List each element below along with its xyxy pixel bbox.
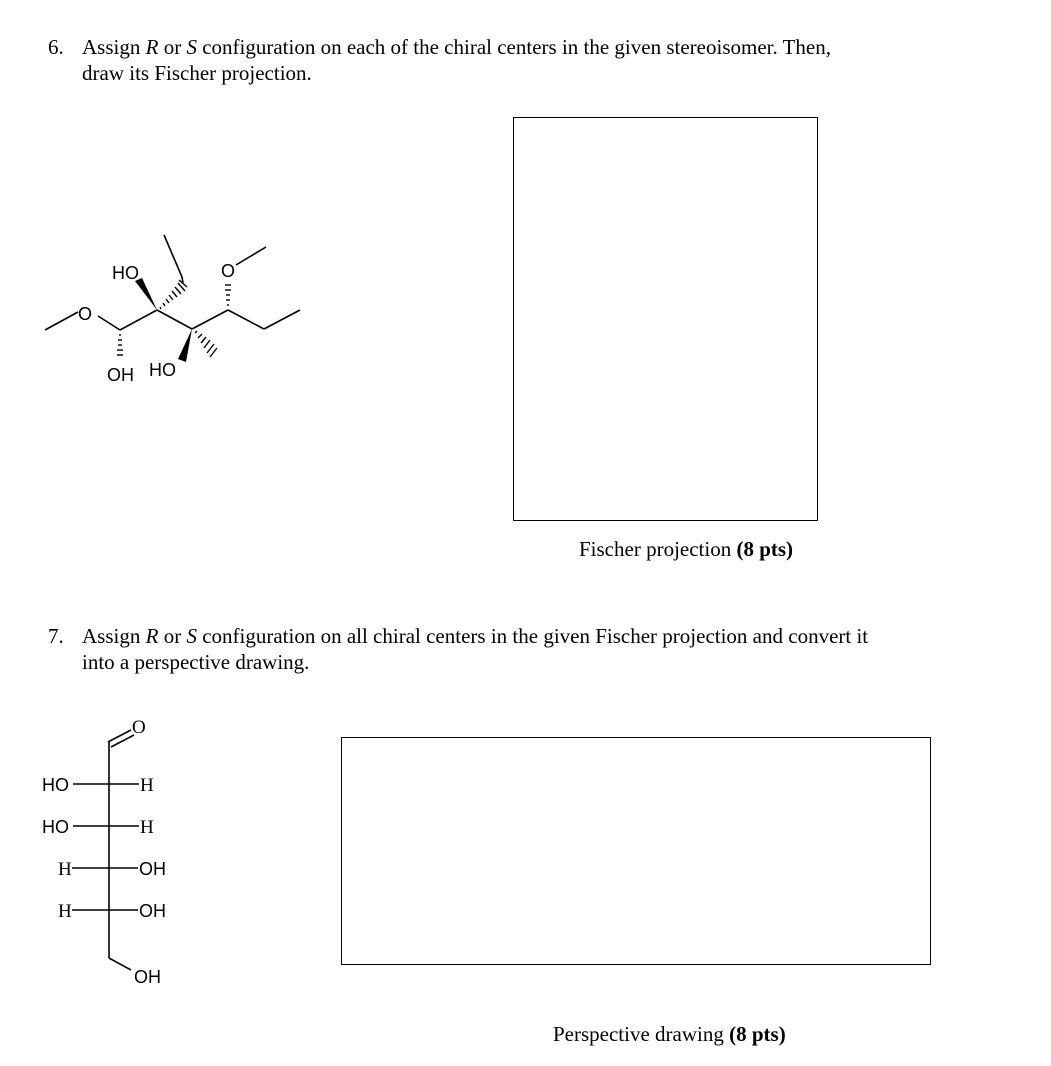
question-number: 7. [48, 624, 64, 648]
hashed-bond [160, 280, 187, 309]
row1-right: H [140, 775, 154, 796]
question-text-line2: draw its Fischer projection. [82, 61, 312, 85]
question-6 [48, 35, 1008, 95]
o-label: O [78, 304, 93, 324]
question-text-line1: Assign R or S configuration on all chiral centers in the given Fischer projection and convert it [82, 624, 869, 648]
aldehyde-o-label: O [132, 717, 146, 738]
wedge-bond [178, 329, 192, 362]
question-text-line2: into a perspective drawing. [82, 650, 310, 674]
row4-left: H [58, 901, 72, 922]
perspective-answer-box[interactable] [341, 737, 931, 965]
row1-left: HO [42, 775, 69, 795]
fischer-answer-box[interactable] [513, 117, 818, 521]
row3-left: H [58, 859, 72, 880]
ho-label: HO [112, 263, 139, 283]
row4-right: OH [139, 901, 166, 921]
oh-label: OH [107, 365, 134, 385]
bottom-oh-label: OH [134, 967, 161, 987]
hashed-bond [225, 285, 231, 305]
question-7 [48, 624, 1048, 684]
row2-right: H [140, 817, 154, 838]
ho-label: HO [149, 360, 176, 380]
perspective-caption: Perspective drawing (8 pts) [553, 1022, 786, 1046]
hashed-bond [117, 335, 123, 355]
fischer-caption: Fischer projection (8 pts) [579, 537, 794, 561]
hashed-bond [195, 331, 217, 357]
stereoisomer-structure [40, 225, 320, 405]
row2-left: HO [42, 817, 69, 837]
row3-right: OH [139, 859, 166, 879]
o-label: O [221, 261, 236, 281]
question-text-line1: Assign R or S configuration on each of the chiral centers in the given stereoisomer. Then, [82, 35, 831, 59]
question-number: 6. [48, 35, 64, 59]
fischer-projection-structure [38, 710, 238, 1000]
